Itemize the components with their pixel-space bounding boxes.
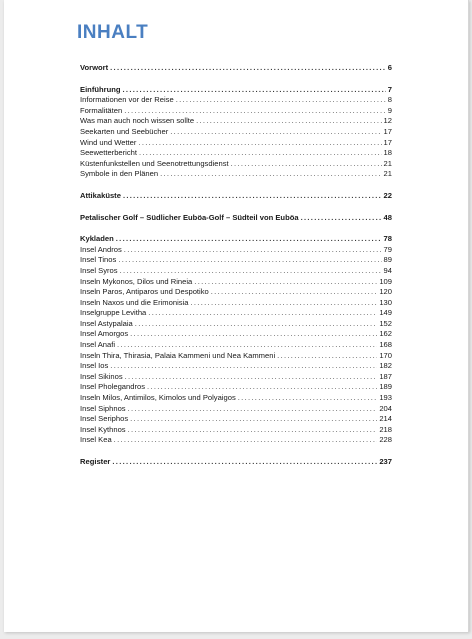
- dot-leader: [116, 234, 382, 245]
- dot-leader: [231, 159, 382, 170]
- toc-entry: [80, 127, 392, 138]
- toc-entry: [80, 425, 392, 436]
- dot-leader: [110, 63, 386, 74]
- toc-entry-label: Formalitäten: [80, 105, 123, 115]
- toc-entry-label: Insel Siphnos: [80, 403, 126, 413]
- dot-leader: [147, 382, 377, 393]
- dot-leader: [170, 127, 381, 138]
- section-spacer: [80, 180, 392, 191]
- toc-entry-label: Insel Pholegandros: [80, 382, 146, 392]
- toc-entry-label: Was man auch noch wissen sollte: [80, 116, 195, 126]
- toc-section-entry: [80, 234, 392, 245]
- toc-entry-label: Inseln Milos, Antimilos, Kimolos und Polyaigos: [80, 393, 236, 403]
- toc-entry: [80, 116, 392, 127]
- toc-entry-label: Inseln Naxos und die Erimonisia: [80, 297, 189, 307]
- toc-entry-page-number: 89: [383, 255, 392, 265]
- toc-entry: [80, 159, 392, 170]
- toc-entry-label: Insel Seriphos: [80, 414, 129, 424]
- dot-leader: [139, 148, 382, 159]
- toc-entry-label: Insel Anafi: [80, 340, 116, 350]
- section-spacer: [80, 446, 392, 457]
- toc-entry: [80, 287, 392, 298]
- toc-entry-label: Einführung: [80, 84, 121, 94]
- toc-entry-page-number: 6: [387, 63, 392, 72]
- dot-leader: [112, 457, 377, 468]
- toc-entry: [80, 138, 392, 149]
- toc-entry-page-number: 17: [383, 126, 392, 136]
- toc-entry-page-number: 204: [379, 403, 392, 413]
- toc-entry-label: Informationen vor der Reise: [80, 95, 174, 105]
- toc-entry: [80, 255, 392, 266]
- toc-entry-page-number: 189: [379, 382, 392, 392]
- toc-entry-page-number: 17: [383, 137, 392, 147]
- dot-leader: [124, 106, 386, 117]
- toc-section-entry: [80, 191, 392, 202]
- toc-entry: [80, 329, 392, 340]
- document-page: [4, 0, 469, 632]
- toc-entry-label: Register: [80, 457, 111, 466]
- toc-entry-page-number: 21: [383, 158, 392, 168]
- toc-entry-label: Seekarten und Seebücher: [80, 126, 169, 136]
- toc-entry: [80, 277, 392, 288]
- toc-entry-label: Seewetterbericht: [80, 148, 137, 158]
- toc-entry: [80, 404, 392, 415]
- dot-leader: [277, 351, 377, 362]
- toc-entry: [80, 266, 392, 277]
- toc-entry: [80, 245, 392, 256]
- dot-leader: [128, 404, 378, 415]
- dot-leader: [135, 319, 378, 330]
- toc-entry-page-number: 8: [387, 95, 392, 105]
- toc-entry: [80, 169, 392, 180]
- dot-leader: [124, 245, 382, 256]
- toc-entry-page-number: 152: [379, 318, 392, 328]
- toc-entry-label: Inseln Mykonos, Dilos und Rineia: [80, 276, 193, 286]
- dot-leader: [118, 255, 381, 266]
- toc-entry: [80, 414, 392, 425]
- dot-leader: [190, 298, 377, 309]
- toc-entry-page-number: 214: [379, 414, 392, 424]
- dot-leader: [176, 95, 386, 106]
- toc-entry-label: Insel Amorgos: [80, 329, 129, 339]
- toc-entry-page-number: 149: [379, 308, 392, 318]
- toc-entry: [80, 361, 392, 372]
- section-spacer: [80, 223, 392, 234]
- toc-section-entry: [80, 85, 392, 96]
- toc-section-entry: [80, 213, 392, 224]
- dot-leader: [148, 308, 377, 319]
- toc-entry-label: Insel Ios: [80, 361, 109, 371]
- toc-entry: [80, 393, 392, 404]
- toc-entry-label: Inseln Thira, Thirasia, Palaia Kammeni und Nea Kammeni: [80, 350, 276, 360]
- toc-entry-label: Wind und Wetter: [80, 137, 137, 147]
- toc-section-entry: [80, 63, 392, 74]
- toc-entry: [80, 95, 392, 106]
- toc-entry: [80, 106, 392, 117]
- toc-entry-page-number: 168: [379, 340, 392, 350]
- section-spacer: [80, 74, 392, 85]
- dot-leader: [138, 138, 381, 149]
- toc-entry-page-number: 193: [379, 393, 392, 403]
- toc-entry-label: Insel Andros: [80, 244, 122, 254]
- dot-leader: [194, 277, 377, 288]
- toc-entry-page-number: 228: [379, 435, 392, 445]
- toc-entry-page-number: 170: [379, 350, 392, 360]
- toc-entry: [80, 308, 392, 319]
- toc-entry-label: Petalischer Golf – Südlicher Euböa-Golf – Südteil von Euböa: [80, 212, 299, 222]
- toc-entry-page-number: 9: [387, 105, 392, 115]
- toc-entry-page-number: 130: [379, 297, 392, 307]
- toc-entry-label: Insel Tinos: [80, 255, 117, 265]
- dot-leader: [196, 116, 381, 127]
- toc-entry-label: Insel Sikinos: [80, 371, 123, 381]
- toc-entry-label: Symbole in den Plänen: [80, 169, 159, 179]
- toc-entry-page-number: 18: [383, 148, 392, 158]
- dot-leader: [114, 435, 378, 446]
- toc-entry-page-number: 79: [383, 244, 392, 254]
- toc-entry-page-number: 162: [379, 329, 392, 339]
- toc-entry-page-number: 12: [383, 116, 392, 126]
- toc-entry-page-number: 109: [379, 276, 392, 286]
- dot-leader: [301, 213, 382, 224]
- toc-entry-page-number: 182: [379, 361, 392, 371]
- toc-entry-page-number: 21: [383, 169, 392, 179]
- dot-leader: [110, 361, 377, 372]
- toc-entry-label: Kykladen: [80, 234, 114, 244]
- toc-entry-label: Insel Syros: [80, 265, 118, 275]
- dot-leader: [130, 329, 377, 340]
- dot-leader: [117, 340, 377, 351]
- toc-entry-page-number: 48: [383, 212, 392, 222]
- toc-entry: [80, 298, 392, 309]
- toc-entry-page-number: 94: [383, 265, 392, 275]
- toc-entry-label: Küstenfunkstellen und Seenotrettungsdienst: [80, 158, 229, 168]
- toc-entry-page-number: 120: [379, 287, 392, 297]
- toc-entry: [80, 351, 392, 362]
- toc-entry-label: Inselgruppe Levitha: [80, 308, 147, 318]
- dot-leader: [128, 425, 378, 436]
- toc-entry-page-number: 78: [383, 234, 392, 244]
- toc-entry-label: Insel Kythnos: [80, 424, 126, 434]
- toc-entry-page-number: 7: [387, 84, 392, 94]
- dot-leader: [123, 191, 382, 202]
- toc-entry: [80, 340, 392, 351]
- dot-leader: [120, 266, 382, 277]
- toc-entry-page-number: 237: [379, 457, 392, 466]
- toc-entry: [80, 435, 392, 446]
- toc-entry-label: Attikaküste: [80, 190, 121, 200]
- toc-entry: [80, 372, 392, 383]
- toc-entry-label: Insel Kea: [80, 435, 112, 445]
- toc-entry-page-number: 218: [379, 424, 392, 434]
- dot-leader: [211, 287, 378, 298]
- dot-leader: [125, 372, 378, 383]
- section-spacer: [80, 202, 392, 213]
- toc-entry-label: Insel Astypalaia: [80, 318, 133, 328]
- toc-entry-label: Inseln Paros, Antiparos und Despotiko: [80, 287, 209, 297]
- dot-leader: [160, 169, 381, 180]
- toc-entry-label: Vorwort: [80, 63, 109, 72]
- toc-entry: [80, 319, 392, 330]
- table-of-contents: [80, 63, 392, 468]
- page-title: INHALT: [77, 22, 149, 43]
- toc-entry: [80, 382, 392, 393]
- dot-leader: [123, 85, 386, 96]
- toc-entry-page-number: 187: [379, 371, 392, 381]
- toc-entry: [80, 148, 392, 159]
- toc-entry-page-number: 22: [383, 190, 392, 200]
- dot-leader: [130, 414, 377, 425]
- dot-leader: [238, 393, 378, 404]
- toc-section-entry: [80, 457, 392, 468]
